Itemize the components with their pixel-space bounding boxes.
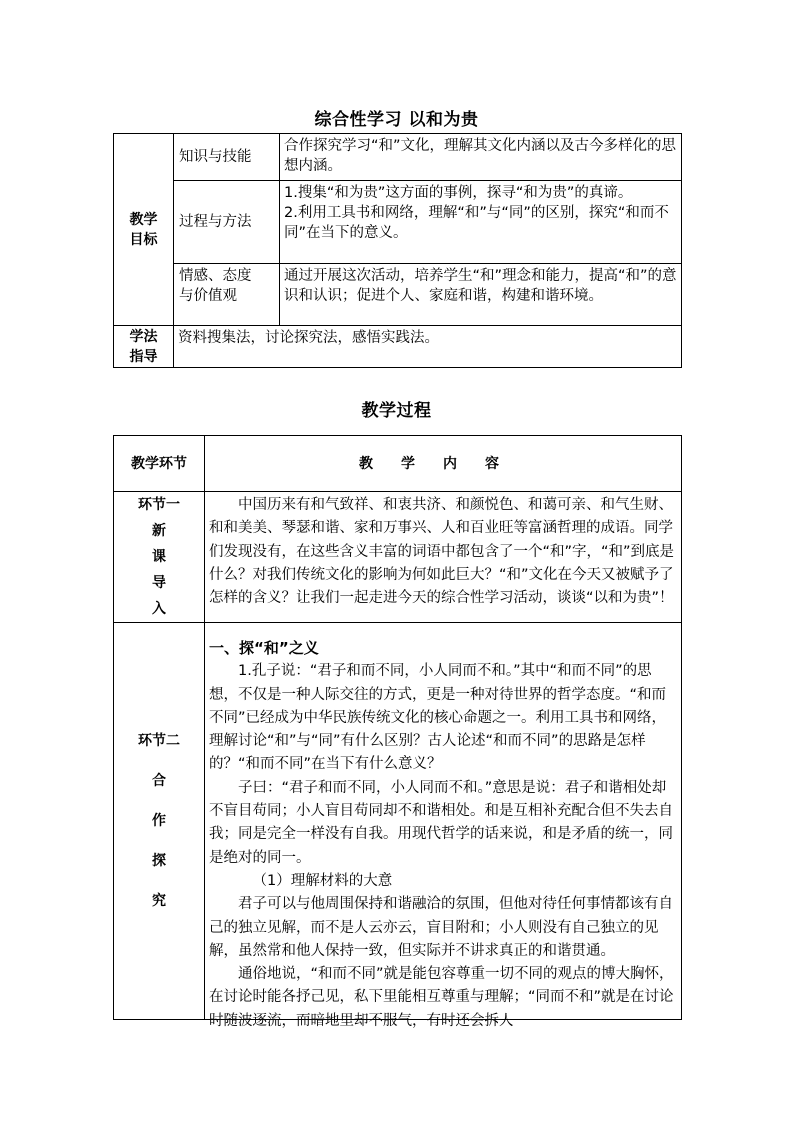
col-header-stage: 教学环节 — [114, 436, 205, 492]
section2-text: 一、探“和”之义 1.孔子说：“君子和而不同，小人同而不和。”其中“和而不同”的思想，不仅是一种人际交往的方式，更是一种对待世界的哲学态度。“和而不同”已经成为中华民族传统文化的核心命题之一。利用工具书和网络，理解讨论“和”与“同”有什么区别？古人论述“和而不同”的思路是怎样的？“和而不同”在当下有什么意义？ 子曰：“君子和而不同，小人同而不和。”意思是说：君子和谐相处却不盲目苟同；小人盲目苟同却不和谐相处。和是互相补充配合但不失去自我；同是完全一样没有自我。用现代哲学的话来说，和是矛盾的统一，同是绝对的同一。 （1）理解材料的大意 君子可以与他周围保持和谐融洽的氛围，但他对待任何事情都该有自己的独立见解，而不是人云亦云，盲目附和；小人则没有自己独立的见解，虽然常和他人保持一致，但实际并不讲求真正的和谐贯通。 通俗地说，“和而不同”就是能包容尊重一切不同的观点的博大胸怀，在讨论时能各抒己见，私下里能相互尊重与理解；“同而不和”就是在讨论时随波逐流，而暗地里却不服气，有时还会拆人 — [205, 623, 682, 1020]
method-label: 学法 指导 — [114, 326, 174, 368]
section2-label: 环节二 合 作 探 究 — [114, 623, 205, 1020]
section2-heading: 一、探“和”之义 — [209, 639, 319, 657]
method-text: 资料搜集法，讨论探究法，感悟实践法。 — [174, 326, 682, 368]
teaching-process-table — [113, 435, 682, 1029]
page-title: 综合性学习 以和为贵 — [314, 110, 479, 130]
goals-label: 教学 目标 — [114, 134, 174, 326]
process-title: 教学过程 — [361, 401, 432, 421]
goal-process-text: 1.搜集“和为贵”这方面的事例，探寻“和为贵”的真谛。 2.利用工具书和网络，理解“和”与“同”的区别，探究“和而不同”在当下的意义。 — [280, 181, 682, 264]
section1-text: 中国历来有和气致祥、和衷共济、和颜悦色、和蔼可亲、和气生财、和和美美、琴瑟和谐、家和万事兴、人和百业旺等富涵哲理的成语。同学们发现没有，在这些含义丰富的词语中都包含了一个“和”字，“和”到底是什么？对我们传统文化的影响为何如此巨大？“和”文化在今天又被赋予了怎样的含义？让我们一起走进今天的综合性学习活动，谈谈“以和为贵”！ — [205, 492, 682, 623]
teaching-goals-table — [113, 133, 682, 368]
goal-process-label: 过程与方法 — [174, 181, 280, 264]
goal-emotion-text: 通过开展这次活动，培养学生“和”理念和能力，提高“和”的意识和认识；促进个人、家庭和谐，构建和谐环境。 — [280, 264, 682, 326]
goal-knowledge-text: 合作探究学习“和”文化，理解其文化内涵以及古今多样化的思想内涵。 — [280, 134, 682, 181]
goal-emotion-label: 情感、态度 与价值观 — [174, 264, 280, 326]
goal-knowledge-label: 知识与技能 — [174, 134, 280, 181]
section1-label: 环节一 新 课 导 入 — [114, 492, 205, 623]
col-header-content: 教学内容 — [205, 436, 682, 492]
